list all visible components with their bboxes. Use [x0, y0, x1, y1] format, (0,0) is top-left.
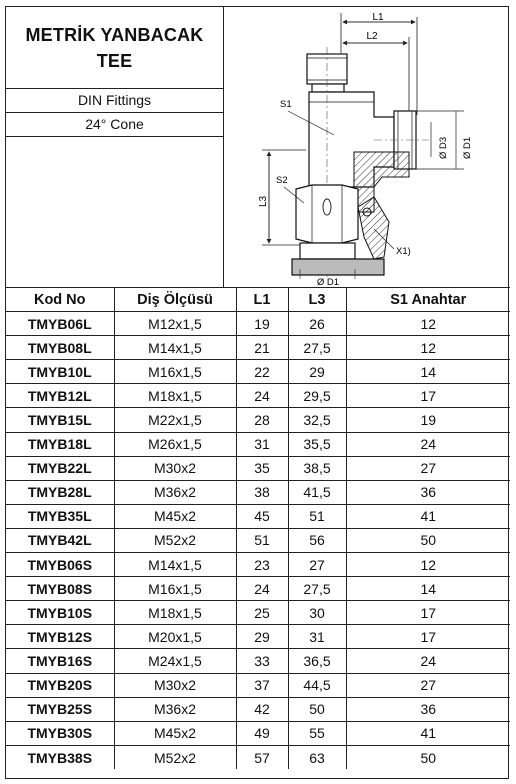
table-row [6, 312, 510, 336]
label-l3: L3 [258, 195, 269, 207]
cell-dis-olcusu: M24x1,5 [114, 649, 236, 673]
cell-l3: 35,5 [288, 432, 346, 456]
cell-s1-anahtar: 50 [346, 745, 510, 769]
cell-dis-olcusu: M12x1,5 [114, 312, 236, 336]
cell-dis-olcusu: M14x1,5 [114, 553, 236, 577]
cell-kod-no: TMYB08S [6, 577, 114, 601]
cell-dis-olcusu: M30x2 [114, 456, 236, 480]
cell-l3: 63 [288, 745, 346, 769]
cell-s1-anahtar: 41 [346, 721, 510, 745]
cell-l1: 42 [236, 697, 288, 721]
subtitle-din: DIN Fittings [6, 89, 223, 113]
label-d1-bottom: Ø D1 [316, 277, 340, 287]
cell-l3: 56 [288, 528, 346, 552]
cell-l1: 24 [236, 577, 288, 601]
cell-kod-no: TMYB25S [6, 697, 114, 721]
cell-l3: 31 [288, 625, 346, 649]
technical-drawing [224, 7, 510, 287]
cell-l3: 51 [288, 504, 346, 528]
cell-dis-olcusu: M52x2 [114, 528, 236, 552]
product-title [6, 7, 223, 89]
label-s2: S2 [276, 175, 288, 186]
cell-l3: 55 [288, 721, 346, 745]
cell-l3: 38,5 [288, 456, 346, 480]
header-dis-olcusu: Diş Ölçüsü [114, 288, 236, 312]
table-row [6, 504, 510, 528]
cell-l1: 33 [236, 649, 288, 673]
cell-l1: 31 [236, 432, 288, 456]
table-row [6, 577, 510, 601]
cone-hatch [358, 197, 389, 259]
cell-l1: 21 [236, 336, 288, 360]
cell-dis-olcusu: M45x2 [114, 721, 236, 745]
cell-l3: 27 [288, 553, 346, 577]
cell-s1-anahtar: 50 [346, 528, 510, 552]
cell-dis-olcusu: M36x2 [114, 697, 236, 721]
cell-s1-anahtar: 36 [346, 697, 510, 721]
table-header-row [6, 288, 510, 312]
header-kod-no: Kod No [6, 288, 114, 312]
table-row [6, 721, 510, 745]
cell-s1-anahtar: 12 [346, 553, 510, 577]
cell-l3: 27,5 [288, 336, 346, 360]
table-row [6, 360, 510, 384]
cell-kod-no: TMYB35L [6, 504, 114, 528]
cell-s1-anahtar: 24 [346, 432, 510, 456]
cell-kod-no: TMYB20S [6, 673, 114, 697]
table-row [6, 601, 510, 625]
cell-dis-olcusu: M14x1,5 [114, 336, 236, 360]
cell-s1-anahtar: 41 [346, 504, 510, 528]
cell-dis-olcusu: M16x1,5 [114, 360, 236, 384]
cell-s1-anahtar: 14 [346, 577, 510, 601]
cell-kod-no: TMYB30S [6, 721, 114, 745]
cell-l3: 26 [288, 312, 346, 336]
product-sheet [5, 6, 509, 779]
cell-l1: 51 [236, 528, 288, 552]
cell-dis-olcusu: M45x2 [114, 504, 236, 528]
cell-dis-olcusu: M36x2 [114, 480, 236, 504]
cell-l1: 28 [236, 408, 288, 432]
cell-s1-anahtar: 12 [346, 312, 510, 336]
cell-l3: 32,5 [288, 408, 346, 432]
header-l1: L1 [236, 288, 288, 312]
section-hatch [354, 152, 409, 212]
fitting-drawing-svg [224, 7, 510, 287]
cell-s1-anahtar: 14 [346, 360, 510, 384]
table-row [6, 456, 510, 480]
cell-kod-no: TMYB38S [6, 745, 114, 769]
table-row [6, 649, 510, 673]
label-s1: S1 [280, 99, 292, 110]
header-s1-anahtar: S1 Anahtar [346, 288, 510, 312]
cell-s1-anahtar: 17 [346, 384, 510, 408]
cell-l3: 29,5 [288, 384, 346, 408]
cell-dis-olcusu: M18x1,5 [114, 601, 236, 625]
cell-kod-no: TMYB22L [6, 456, 114, 480]
cell-s1-anahtar: 27 [346, 673, 510, 697]
cell-l3: 27,5 [288, 577, 346, 601]
table-row [6, 408, 510, 432]
table-row [6, 432, 510, 456]
cell-l1: 49 [236, 721, 288, 745]
cell-kod-no: TMYB06L [6, 312, 114, 336]
cell-s1-anahtar: 17 [346, 625, 510, 649]
cell-kod-no: TMYB42L [6, 528, 114, 552]
cell-kod-no: TMYB18L [6, 432, 114, 456]
cell-l1: 19 [236, 312, 288, 336]
table-row [6, 528, 510, 552]
hex-nut [296, 185, 358, 243]
cell-kod-no: TMYB08L [6, 336, 114, 360]
label-x1: X1) [396, 246, 411, 257]
cell-kod-no: TMYB28L [6, 480, 114, 504]
cell-s1-anahtar: 27 [346, 456, 510, 480]
cell-l1: 38 [236, 480, 288, 504]
cell-s1-anahtar: 12 [346, 336, 510, 360]
cell-dis-olcusu: M18x1,5 [114, 384, 236, 408]
title-line-2: TEE [96, 50, 133, 71]
header-l3: L3 [288, 288, 346, 312]
table-row [6, 745, 510, 769]
title-column [6, 7, 224, 287]
cell-l1: 35 [236, 456, 288, 480]
cell-l1: 25 [236, 601, 288, 625]
cell-dis-olcusu: M22x1,5 [114, 408, 236, 432]
label-d1-side: Ø D1 [462, 136, 473, 159]
table-row [6, 673, 510, 697]
cell-l1: 23 [236, 553, 288, 577]
table-row [6, 553, 510, 577]
cell-l3: 30 [288, 601, 346, 625]
header-section [6, 7, 508, 287]
cell-kod-no: TMYB12L [6, 384, 114, 408]
cell-dis-olcusu: M16x1,5 [114, 577, 236, 601]
cell-dis-olcusu: M30x2 [114, 673, 236, 697]
cell-dis-olcusu: M26x1,5 [114, 432, 236, 456]
table-row [6, 697, 510, 721]
cell-s1-anahtar: 36 [346, 480, 510, 504]
cell-kod-no: TMYB10S [6, 601, 114, 625]
spec-table [6, 287, 510, 769]
label-d3: Ø D3 [438, 136, 449, 159]
table-body [6, 312, 510, 770]
cell-s1-anahtar: 19 [346, 408, 510, 432]
cell-l1: 29 [236, 625, 288, 649]
cell-l1: 45 [236, 504, 288, 528]
cell-s1-anahtar: 24 [346, 649, 510, 673]
cell-s1-anahtar: 17 [346, 601, 510, 625]
subtitle-cone: 24° Cone [6, 113, 223, 137]
table-row [6, 480, 510, 504]
cell-l1: 37 [236, 673, 288, 697]
cell-kod-no: TMYB06S [6, 553, 114, 577]
label-l2: L2 [366, 31, 378, 42]
cell-l1: 22 [236, 360, 288, 384]
cell-l3: 36,5 [288, 649, 346, 673]
cell-kod-no: TMYB12S [6, 625, 114, 649]
cell-dis-olcusu: M20x1,5 [114, 625, 236, 649]
cell-l3: 29 [288, 360, 346, 384]
cell-l1: 24 [236, 384, 288, 408]
cell-l1: 57 [236, 745, 288, 769]
cell-dis-olcusu: M52x2 [114, 745, 236, 769]
label-l1: L1 [372, 12, 384, 23]
table-row [6, 384, 510, 408]
cell-l3: 41,5 [288, 480, 346, 504]
title-line-1: METRİK YANBACAK [25, 24, 204, 45]
cell-kod-no: TMYB10L [6, 360, 114, 384]
cell-kod-no: TMYB16S [6, 649, 114, 673]
cell-l3: 50 [288, 697, 346, 721]
table-row [6, 625, 510, 649]
cell-kod-no: TMYB15L [6, 408, 114, 432]
cell-l3: 44,5 [288, 673, 346, 697]
table-row [6, 336, 510, 360]
